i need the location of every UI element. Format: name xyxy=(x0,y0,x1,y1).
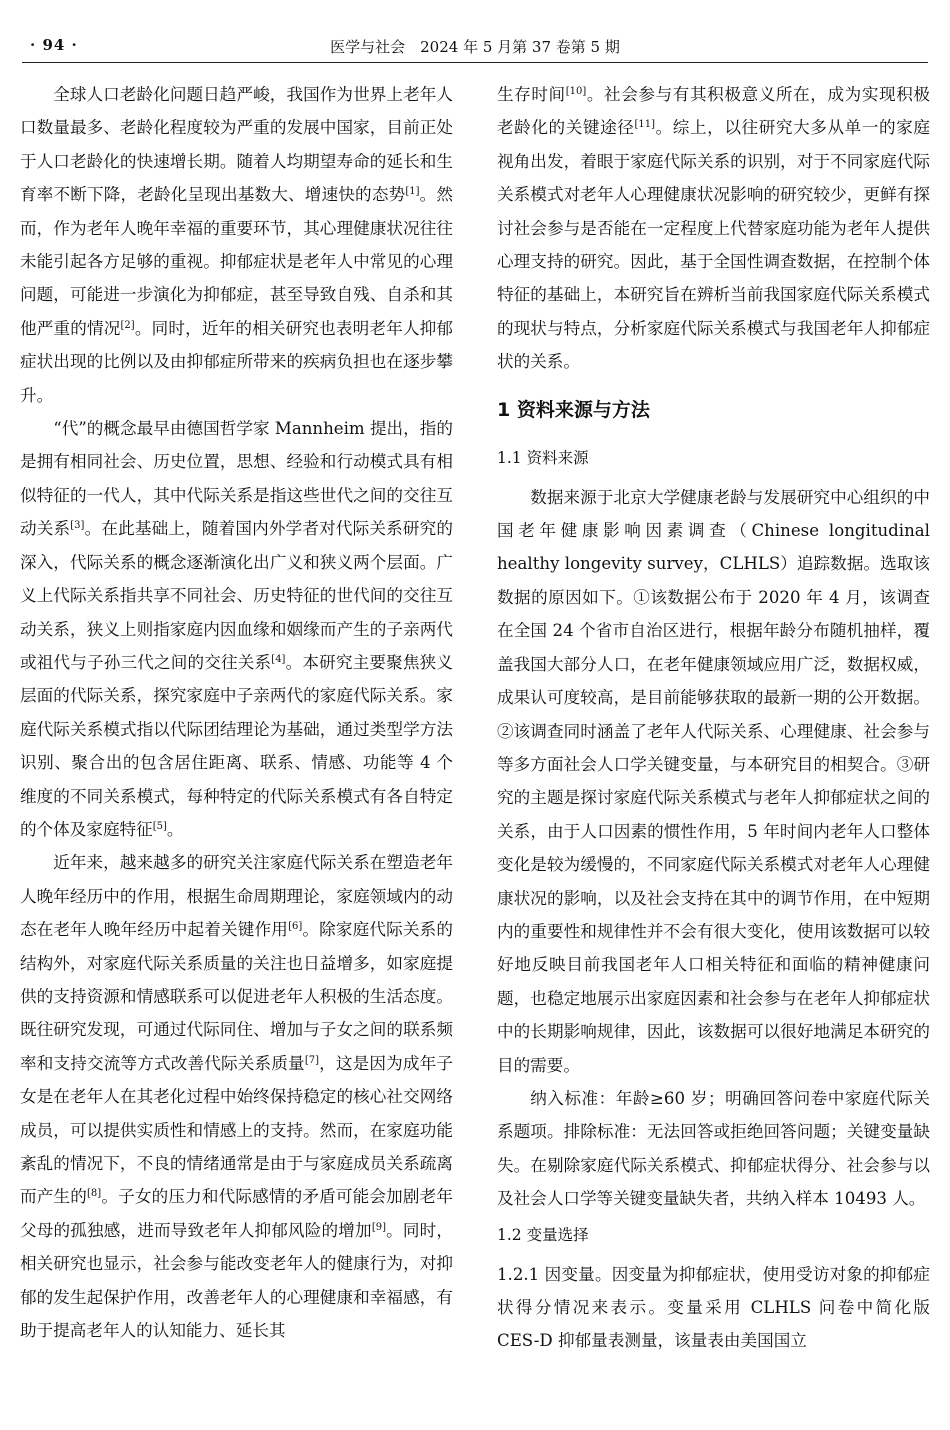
left-column xyxy=(20,78,453,1347)
citation[interactable]: [7] xyxy=(304,1054,319,1066)
paragraph: “代”的概念最早由德国哲学家 Mannheim 提出，指的是拥有相同社会、历史位置，思想、经验和行动模式具有相似特征的一代人，其中代际关系是指这些世代之间的交往互动关系[3]。在此基础上，随着国内外学者对代际关系研究的深入，代际关系的概念逐渐演化出广义和狭义两个层面。广义上代际关系指共享不同社会、历史特征的世代间的交往互动关系，狭义上则指家庭内因血缘和姻缘而产生的子亲两代或祖代与子孙三代之间的交往关系[4]。本研究主要聚焦狭义层面的代际关系，探究家庭中子亲两代的家庭代际关系。家庭代际关系模式指以代际团结理论为基础，通过类型学方法识别、聚合出的包含居住距离、联系、情感、功能等 4 个维度的不同关系模式，每种特定的代际关系模式有各自特定的个体及家庭特征[5]。 xyxy=(20,419,454,839)
citation[interactable]: [11] xyxy=(634,119,656,131)
citation[interactable]: [6] xyxy=(288,921,303,933)
subsection-heading: 1.1 资料来源 xyxy=(497,448,589,467)
paragraph: 近年来，越来越多的研究关注家庭代际关系在塑造老年人晚年经历中的作用，根据生命周期理论，家庭领域内的动态在老年人晚年经历中起着关键作用[6]。除家庭代际关系的结构外，对家庭代际关系质量的关注也日益增多，如家庭提供的支持资源和情感联系可以促进老年人积极的生活态度。既往研究发现，可通过代际同住、增加与子女之间的联系频率和支持交流等方式改善代际关系质量[7]，这是因为成年子女是在老年人在其老化过程中始终保持稳定的核心社交网络成员，可以提供实质性和情感上的支持。然而，在家庭功能紊乱的情况下，不良的情绪通常是由于与家庭成员关系疏离而产生的[8]。子女的压力和代际感情的矛盾可能会加剧老年父母的孤独感，进而导致老年人抑郁风险的增加[9]。同时，相关研究也显示，社会参与能改变老年人的健康行为，对抑郁的发生起保护作用，改善老年人的心理健康和幸福感，有助于提高老年人的认知能力、延长其 xyxy=(20,853,454,1341)
citation[interactable]: [1] xyxy=(405,186,420,198)
journal-info: 医学与社会 2024 年 5 月第 37 卷第 5 期 xyxy=(330,38,620,56)
paragraph: 全球人口老龄化问题日趋严峻，我国作为世界上老年人口数量最多、老龄化程度较为严重的发展中国家，目前正处于人口老龄化的快速增长期。随着人均期望寿命的延长和生育率不断下降，老龄化呈现出基数大、增速快的态势[1]。然而，作为老年人晚年幸福的重要环节，其心理健康状况往往未能引起各方足够的重视。抑郁症状是老年人中常见的心理问题，可能进一步演化为抑郁症，甚至导致自残、自杀和其他严重的情况[2]。同时，近年的相关研究也表明老年人抑郁症状出现的比例以及由抑郁症所带来的疾病负担也在逐步攀升。 xyxy=(20,85,454,405)
right-column xyxy=(497,78,930,1358)
paragraph: 纳入标准：年龄≥60 岁；明确回答问卷中家庭代际关系题项。排除标准：无法回答或拒绝回答问题；关键变量缺失。在剔除家庭代际关系模式、抑郁症状得分、社会参与以及社会人口学等关键变量缺失者，共纳入样本 10493 人。 xyxy=(497,1088,930,1209)
running-header xyxy=(22,30,928,63)
paragraph: 1.2.1 因变量。因变量为抑郁症状，使用受访对象的抑郁症状得分情况来表示。变量采用 CLHLS 问卷中简化版 CES-D 抑郁量表测量，该量表由美国国立 xyxy=(497,1264,930,1351)
subsection-heading: 1.2 变量选择 xyxy=(497,1225,589,1244)
citation[interactable]: [3] xyxy=(70,520,85,532)
citation[interactable]: [8] xyxy=(87,1188,102,1200)
citation[interactable]: [10] xyxy=(565,86,587,97)
citation[interactable]: [9] xyxy=(371,1221,386,1233)
citation[interactable]: [4] xyxy=(271,653,286,665)
citation[interactable]: [5] xyxy=(152,820,167,832)
section-heading: 1 资料来源与方法 xyxy=(497,398,650,421)
paragraph: 数据来源于北京大学健康老龄与发展研究中心组织的中国老年健康影响因素调查（Chinese longitudinal healthy longevity survey，CLHLS）追踪数据。选取该数据的原因如下。①该数据公布于 2020 年 4 月，该调查在全国 24 个省市自治区进行，根据年龄分布随机抽样，覆盖我国大部分人口，在老年健康领域应用广泛，数据权威，成果认可度较高，是目前能够获取的最新一期的公开数据。②该调查同时涵盖了老年人代际关系、心理健康、社会参与等多方面社会人口学关键变量，与本研究目的相契合。③研究的主题是探讨家庭代际关系模式与老年人抑郁症状之间的关系，由于人口因素的惯性作用，5 年时间内老年人口整体变化是较为缓慢的，不同家庭代际关系模式对老年人心理健康状况的影响，以及社会支持在其中的调节作用，在中短期内的重要性和规律性并不会有很大变化，使用该数据可以较好地反映目前我国老年人口相关特征和面临的精神健康问题，也稳定地展示出家庭因素和社会参与在老年人抑郁症状中的长期影响规律，因此，该数据可以很好地满足本研究的目的需要。 xyxy=(497,487,930,1075)
page-number: · 94 · xyxy=(30,36,78,54)
citation[interactable]: [2] xyxy=(120,319,135,331)
paragraph: 生存时间[10]。社会参与有其积极意义所在，成为实现积极老龄化的关键途径[11]。综上，以往研究大多从单一的家庭视角出发，着眼于家庭代际关系的识别，对于不同家庭代际关系模式对老年人心理健康状况影响的研究较少，更鲜有探讨社会参与是否能在一定程度上代替家庭功能为老年人提供心理支持的研究。因此，基于全国性调查数据，在控制个体特征的基础上，本研究旨在辨析当前我国家庭代际关系模式的现状与特点，分析家庭代际关系模式与我国老年人抑郁症状的关系。 xyxy=(497,85,931,372)
